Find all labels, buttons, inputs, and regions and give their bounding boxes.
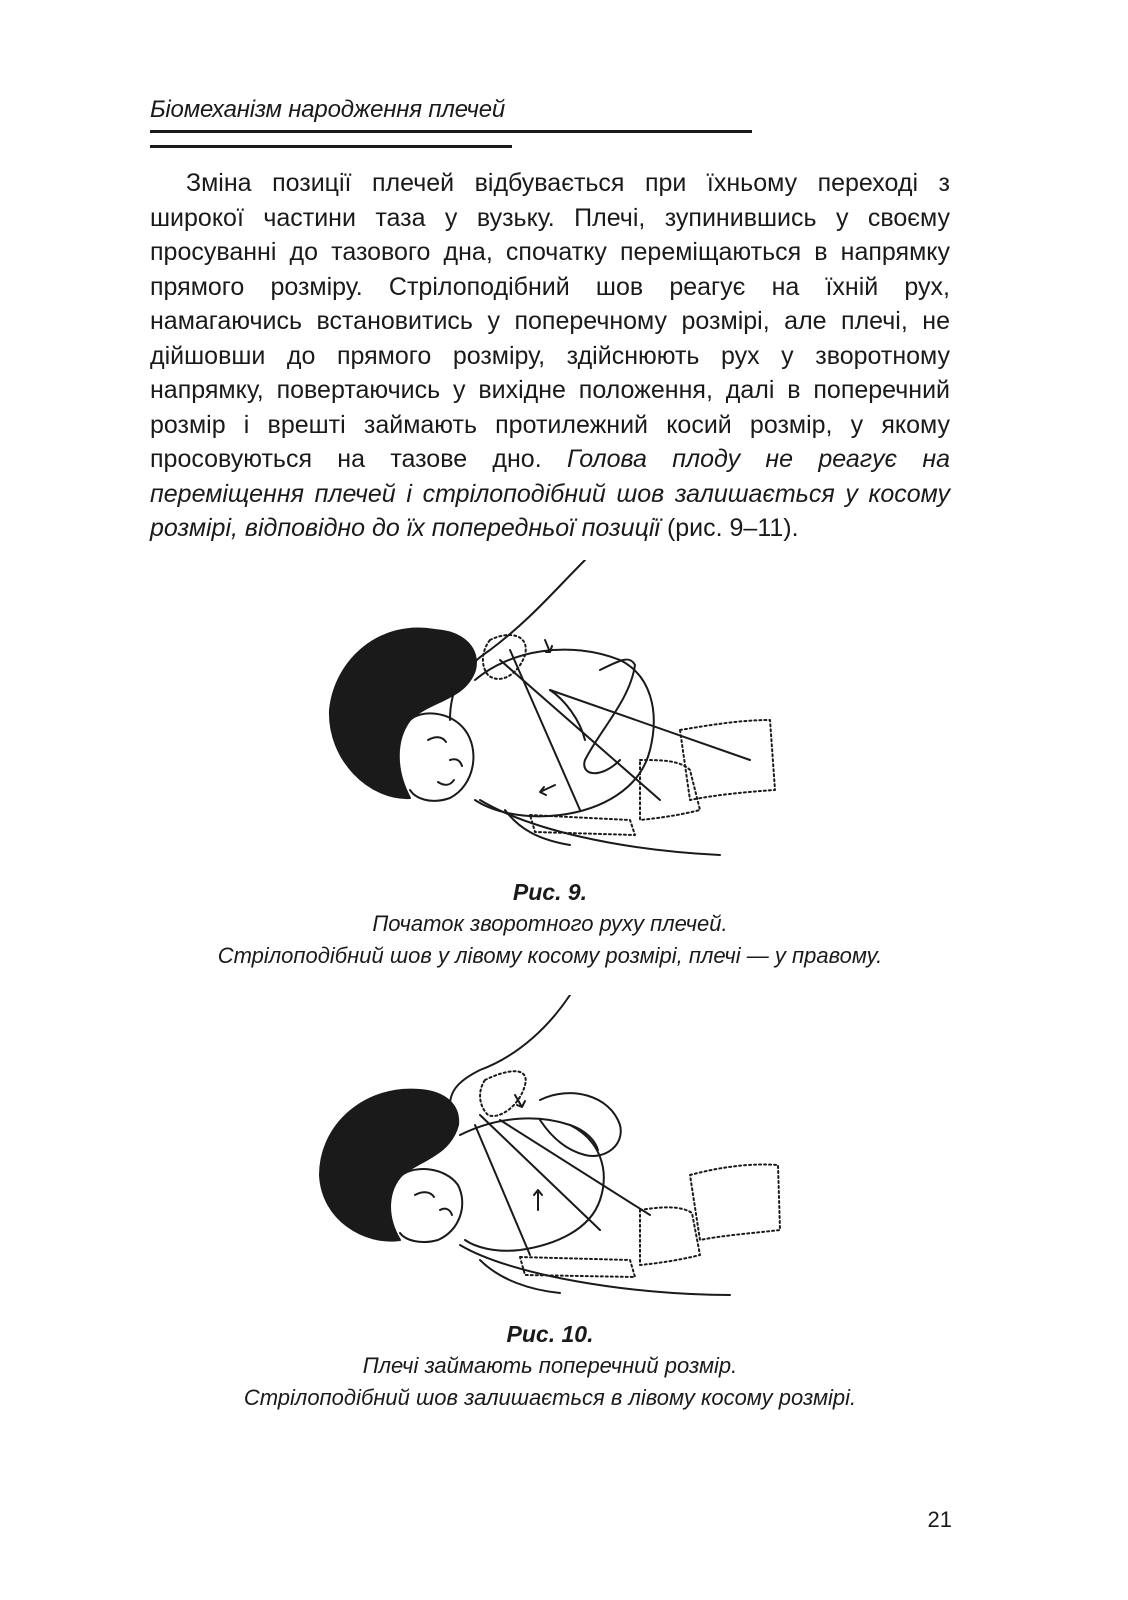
figure-reference: (рис. 9–11). — [666, 514, 799, 542]
figure-10-illustration — [300, 995, 800, 1305]
figure-9-illustration — [300, 560, 800, 870]
figure-10-caption-line-2: Стрілоподібний шов залишається в лівому косому розмірі. — [243, 1385, 857, 1410]
running-head: Біомеханізм народження плечей — [150, 96, 506, 123]
figure-10-caption-line-1: Плечі займають поперечний розмір. — [362, 1353, 738, 1378]
header-rule-short — [150, 145, 512, 148]
page-number: 21 — [927, 1507, 952, 1532]
paragraph-italic-text: Голова плоду не реагує на переміщення плечей і стрілоподібний шов залишається у косому розмірі, відповідно до їх попередньої позиції — [150, 445, 950, 542]
figure-10-number: Рис. 10. — [506, 1321, 594, 1347]
figure-9-caption — [130, 876, 970, 972]
body-paragraph — [150, 166, 950, 546]
figure-9-caption-line-2: Стрілоподібний шов у лівому косому розмірі, плечі — у правому. — [217, 943, 883, 968]
header-rule-long — [150, 130, 752, 133]
figure-9-caption-line-1: Початок зворотного руху плечей. — [372, 911, 728, 936]
figure-10-caption — [130, 1318, 970, 1414]
paragraph-text: Зміна позиції плечей відбувається при їхньому переході з широкої частини таза у вузьку. Плечі, зупинившись у своєму просуванні до тазового дна, спочатку переміщаються в напрямку прямого розміру. Стрілоподібний шов реагує на їхній рух, намагаючись встановитись у поперечному розмірі, але плечі, не дійшовши до прямого розміру, здійснюють рух у зворотному напрямку, повертаючись у вихідне положення, далі в поперечний розмір і врешті займають протилежний косий розмір, у якому просовуються на тазове дно. — [150, 169, 950, 473]
figure-9-number: Рис. 9. — [512, 879, 588, 905]
